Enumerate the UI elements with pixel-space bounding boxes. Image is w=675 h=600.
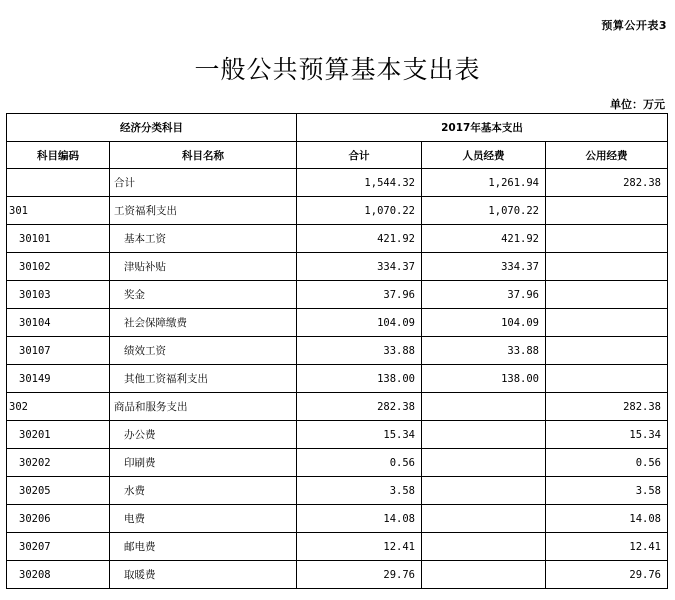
unit-label: 单位：万元 [610, 98, 665, 111]
budget-table [6, 113, 668, 589]
cell-personnel [422, 505, 546, 533]
cell-total: 1,070.22 [297, 197, 422, 225]
cell-total: 37.96 [297, 281, 422, 309]
cell-code: 301 [7, 197, 110, 225]
cell-name: 津贴补贴 [110, 253, 297, 281]
cell-public [546, 281, 668, 309]
column-header-code: 科目编码 [7, 142, 110, 169]
table-row [7, 533, 668, 561]
cell-name: 电费 [110, 505, 297, 533]
cell-public: 282.38 [546, 169, 668, 197]
cell-total: 104.09 [297, 309, 422, 337]
cell-name: 取暖费 [110, 561, 297, 589]
cell-personnel: 334.37 [422, 253, 546, 281]
table-row [7, 281, 668, 309]
cell-name: 邮电费 [110, 533, 297, 561]
table-row [7, 477, 668, 505]
group-header-basic-expenditure: 2017年基本支出 [297, 114, 668, 142]
cell-personnel: 37.96 [422, 281, 546, 309]
cell-code: 30149 [7, 365, 110, 393]
cell-code: 30208 [7, 561, 110, 589]
cell-name: 奖金 [110, 281, 297, 309]
cell-total: 3.58 [297, 477, 422, 505]
cell-code: 30104 [7, 309, 110, 337]
cell-public [546, 309, 668, 337]
cell-code: 30207 [7, 533, 110, 561]
group-header-economic-class: 经济分类科目 [7, 114, 297, 142]
cell-name: 水费 [110, 477, 297, 505]
cell-code [7, 169, 110, 197]
column-header-total: 合计 [297, 142, 422, 169]
cell-public: 0.56 [546, 449, 668, 477]
cell-name: 办公费 [110, 421, 297, 449]
column-header-personnel: 人员经费 [422, 142, 546, 169]
cell-personnel [422, 449, 546, 477]
cell-name: 印刷费 [110, 449, 297, 477]
cell-name: 其他工资福利支出 [110, 365, 297, 393]
cell-code: 30201 [7, 421, 110, 449]
cell-name: 工资福利支出 [110, 197, 297, 225]
cell-personnel: 33.88 [422, 337, 546, 365]
cell-public [546, 337, 668, 365]
cell-total: 33.88 [297, 337, 422, 365]
cell-public: 12.41 [546, 533, 668, 561]
cell-public [546, 197, 668, 225]
table-row [7, 253, 668, 281]
cell-personnel: 104.09 [422, 309, 546, 337]
cell-personnel [422, 477, 546, 505]
table-row [7, 421, 668, 449]
table-number-label: 预算公开表3 [601, 19, 667, 32]
cell-total: 14.08 [297, 505, 422, 533]
cell-personnel [422, 561, 546, 589]
cell-public: 282.38 [546, 393, 668, 421]
cell-total: 1,544.32 [297, 169, 422, 197]
cell-personnel [422, 533, 546, 561]
cell-total: 12.41 [297, 533, 422, 561]
table-row [7, 365, 668, 393]
cell-total: 421.92 [297, 225, 422, 253]
cell-total: 138.00 [297, 365, 422, 393]
column-header-public: 公用经费 [546, 142, 668, 169]
cell-name: 基本工资 [110, 225, 297, 253]
cell-personnel: 138.00 [422, 365, 546, 393]
table-row [7, 393, 668, 421]
cell-code: 30202 [7, 449, 110, 477]
cell-code: 30102 [7, 253, 110, 281]
table-row [7, 169, 668, 197]
cell-total: 282.38 [297, 393, 422, 421]
cell-code: 30107 [7, 337, 110, 365]
cell-total: 29.76 [297, 561, 422, 589]
cell-code: 30205 [7, 477, 110, 505]
cell-code: 30206 [7, 505, 110, 533]
table-row [7, 337, 668, 365]
cell-total: 15.34 [297, 421, 422, 449]
cell-public: 3.58 [546, 477, 668, 505]
cell-personnel: 421.92 [422, 225, 546, 253]
table-row [7, 449, 668, 477]
cell-public: 14.08 [546, 505, 668, 533]
table-body [7, 169, 668, 589]
cell-public: 15.34 [546, 421, 668, 449]
cell-personnel: 1,070.22 [422, 197, 546, 225]
cell-public: 29.76 [546, 561, 668, 589]
cell-public [546, 225, 668, 253]
cell-total: 334.37 [297, 253, 422, 281]
cell-name: 商品和服务支出 [110, 393, 297, 421]
cell-total: 0.56 [297, 449, 422, 477]
cell-code: 302 [7, 393, 110, 421]
column-header-name: 科目名称 [110, 142, 297, 169]
cell-personnel [422, 393, 546, 421]
table-row [7, 561, 668, 589]
table-row [7, 505, 668, 533]
cell-public [546, 253, 668, 281]
cell-code: 30103 [7, 281, 110, 309]
cell-public [546, 365, 668, 393]
page-title: 一般公共预算基本支出表 [194, 55, 481, 84]
table-row [7, 225, 668, 253]
cell-code: 30101 [7, 225, 110, 253]
table-row [7, 309, 668, 337]
table-row [7, 197, 668, 225]
cell-personnel: 1,261.94 [422, 169, 546, 197]
cell-name: 合计 [110, 169, 297, 197]
cell-name: 社会保障缴费 [110, 309, 297, 337]
cell-name: 绩效工资 [110, 337, 297, 365]
cell-personnel [422, 421, 546, 449]
